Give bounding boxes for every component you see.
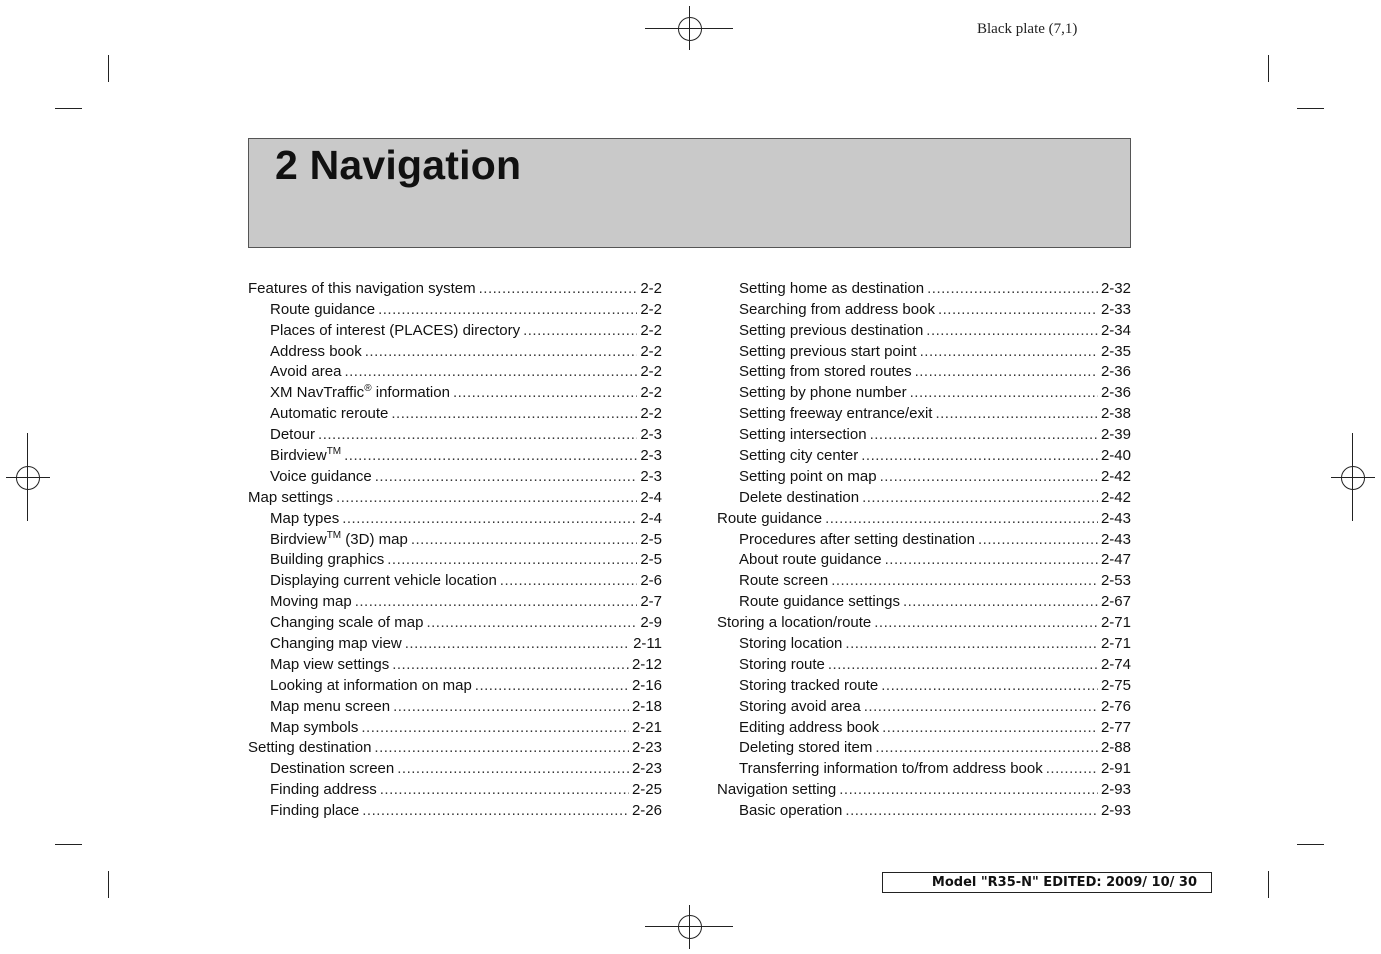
toc-page-number: 2-9	[640, 614, 662, 632]
toc-dot-leader	[380, 780, 629, 800]
toc-entry	[248, 612, 662, 633]
toc-entry	[717, 529, 1131, 550]
toc-entry-text: Building graphics	[270, 551, 385, 569]
toc-page-number: 2-42	[1100, 467, 1131, 485]
toc-entry-title	[739, 571, 828, 591]
toc-entry-text: Deleting stored item	[739, 739, 873, 757]
toc-entry-title	[248, 279, 476, 299]
toc-entry-title	[717, 780, 836, 800]
toc-page-number: 2-34	[1100, 321, 1131, 339]
toc-entry-title	[739, 801, 842, 821]
toc-page-number: 2-76	[1100, 697, 1131, 715]
toc-entry-text: Route screen	[739, 572, 829, 590]
toc-page-number: 2-33	[1100, 300, 1131, 318]
toc-entry-text: Setting destination	[248, 739, 372, 757]
toc-entry	[248, 529, 662, 550]
toc-entry-title	[270, 404, 388, 424]
toc-dot-leader	[397, 759, 629, 779]
toc-entry-text: Looking at information on map	[270, 676, 472, 694]
toc-entry-text: Editing address book	[739, 718, 880, 736]
toc-page-number: 2-42	[1100, 488, 1131, 506]
toc-entry-title	[270, 362, 341, 382]
toc-entry-text: Navigation setting	[717, 781, 837, 799]
toc-page-number: 2-5	[640, 530, 662, 548]
toc-page-number: 2-3	[640, 467, 662, 485]
toc-page-number: 2-2	[640, 300, 662, 318]
toc-entry-text: Procedures after setting destination	[739, 530, 975, 548]
toc-dot-leader	[862, 488, 1098, 508]
toc-entry-text: Setting by phone number	[739, 384, 907, 402]
toc-entry	[248, 403, 662, 424]
toc-entry-text: Route guidance settings	[739, 593, 900, 611]
toc-entry-title	[739, 676, 878, 696]
toc-page-number: 2-43	[1100, 530, 1131, 548]
toc-entry-title	[717, 613, 871, 633]
toc-entry-text: Setting city center	[739, 447, 859, 465]
toc-entry-title	[739, 425, 867, 445]
toc-page-number: 2-6	[640, 572, 662, 590]
toc-entry	[248, 779, 662, 800]
toc-entry	[717, 382, 1131, 403]
toc-entry	[248, 320, 662, 341]
toc-entry-title	[270, 780, 377, 800]
toc-entry-title	[739, 467, 877, 487]
toc-entry	[248, 717, 662, 738]
toc-dot-leader	[875, 738, 1098, 758]
toc-entry-title	[270, 425, 315, 445]
toc-entry-text: Setting freeway entrance/exit	[739, 405, 933, 423]
toc-page-number: 2-93	[1100, 781, 1131, 799]
toc-entry-text: Finding address	[270, 781, 377, 799]
toc-page-number: 2-2	[640, 405, 662, 423]
toc-entry-title	[270, 321, 520, 341]
toc-entry	[717, 591, 1131, 612]
toc-page-number: 2-53	[1100, 572, 1131, 590]
toc-page-number: 2-11	[633, 635, 662, 653]
toc-entry-title	[270, 655, 389, 675]
toc-dot-leader	[903, 592, 1098, 612]
toc-entry-title	[739, 362, 912, 382]
toc-dot-leader	[839, 780, 1098, 800]
toc-entry	[248, 738, 662, 759]
toc-entry-title	[739, 488, 859, 508]
toc-entry-title	[739, 300, 935, 320]
toc-dot-leader	[978, 530, 1098, 550]
toc-entry-title	[270, 509, 339, 529]
toc-entry-text: Address book	[270, 342, 362, 360]
toc-page-number: 2-4	[640, 509, 662, 527]
toc-entry-title	[739, 383, 907, 403]
toc-entry	[248, 487, 662, 508]
toc-entry	[248, 591, 662, 612]
toc-page-number: 2-39	[1100, 426, 1131, 444]
toc-entry-text: Searching from address book	[739, 300, 935, 318]
toc-entry-text: Setting from stored routes	[739, 363, 912, 381]
toc-entry-title	[739, 634, 842, 654]
toc-dot-leader	[392, 655, 629, 675]
toc-entry-text: Displaying current vehicle location	[270, 572, 497, 590]
toc-entry	[717, 487, 1131, 508]
toc-entry-text: Map symbols	[270, 718, 359, 736]
toc-entry-text: Moving map	[270, 593, 352, 611]
toc-entry-text: Route guidance	[717, 509, 823, 527]
toc-entry-text: Automatic reroute	[270, 405, 389, 423]
toc-entry-text-after: (3D) map	[341, 530, 408, 548]
toc-entry-title	[717, 509, 822, 529]
toc-dot-leader	[882, 718, 1098, 738]
toc-page-number: 2-74	[1100, 655, 1131, 673]
toc-entry	[717, 696, 1131, 717]
toc-page-number: 2-3	[640, 447, 662, 465]
toc-entry	[717, 341, 1131, 362]
toc-entry-title	[270, 801, 359, 821]
toc-entry	[717, 779, 1131, 800]
toc-entry	[248, 424, 662, 445]
toc-dot-leader	[426, 613, 637, 633]
toc-page-number: 2-71	[1100, 635, 1131, 653]
toc-entry-text-after: information	[371, 384, 450, 402]
toc-entry-text: Finding place	[270, 802, 360, 820]
toc-page-number: 2-40	[1100, 447, 1131, 465]
toc-entry	[717, 738, 1131, 759]
toc-entry-text: Transferring information to/from address book	[739, 760, 1043, 778]
toc-dot-leader	[845, 634, 1098, 654]
toc-page-number: 2-77	[1100, 718, 1131, 736]
toc-entry-text: Storing location	[739, 635, 843, 653]
toc-page-number: 2-71	[1100, 614, 1131, 632]
toc-entry-text: Basic operation	[739, 802, 843, 820]
toc-page-number: 2-23	[631, 739, 662, 757]
toc-entry-title	[739, 697, 861, 717]
toc-entry-title	[739, 592, 900, 612]
toc-dot-leader	[355, 592, 638, 612]
toc-entry-text: Birdview	[270, 447, 327, 465]
toc-dot-leader	[1046, 759, 1098, 779]
toc-dot-leader	[881, 676, 1098, 696]
toc-entry-title	[270, 592, 352, 612]
toc-entry-title	[270, 676, 472, 696]
toc-entry-text: Map menu screen	[270, 697, 391, 715]
toc-dot-leader	[870, 425, 1098, 445]
toc-dot-leader	[864, 697, 1098, 717]
toc-dot-leader	[500, 571, 638, 591]
toc-dot-leader	[344, 446, 637, 466]
toc-page-number: 2-36	[1100, 384, 1131, 402]
toc-entry-text: Delete destination	[739, 488, 860, 506]
toc-entry	[248, 466, 662, 487]
toc-entry-title	[248, 738, 371, 758]
toc-entry-title	[739, 404, 932, 424]
toc-entry-text: Storing avoid area	[739, 697, 861, 715]
toc-entry	[717, 424, 1131, 445]
toc-entry	[248, 696, 662, 717]
toc-entry-title	[270, 613, 423, 633]
toc-page-number: 2-16	[631, 676, 662, 694]
toc-entry	[717, 362, 1131, 383]
toc-entry	[248, 675, 662, 696]
toc-entry-title	[739, 738, 872, 758]
toc-entry	[248, 362, 662, 383]
toc-entry	[248, 758, 662, 779]
toc-page-number: 2-26	[631, 802, 662, 820]
toc-entry-text: About route guidance	[739, 551, 882, 569]
toc-page-number: 2-25	[631, 781, 662, 799]
toc-entry-title	[270, 530, 408, 550]
toc-entry-title	[270, 446, 341, 466]
toc-dot-leader	[411, 530, 637, 550]
toc-entry-title	[270, 467, 372, 487]
toc-entry	[248, 800, 662, 821]
toc-entry-text: Setting previous destination	[739, 321, 924, 339]
toc-page-number: 2-4	[640, 488, 662, 506]
toc-page-number: 2-88	[1100, 739, 1131, 757]
toc-page-number: 2-67	[1100, 593, 1131, 611]
toc-entry-title	[739, 718, 879, 738]
toc-entry-superscript: TM	[326, 446, 342, 458]
toc-dot-leader	[880, 467, 1098, 487]
toc-entry	[717, 758, 1131, 779]
toc-entry	[717, 278, 1131, 299]
toc-dot-leader	[938, 300, 1098, 320]
toc-dot-leader	[375, 467, 638, 487]
toc-entry	[717, 550, 1131, 571]
toc-page-number: 2-47	[1100, 551, 1131, 569]
toc-dot-leader	[920, 342, 1098, 362]
toc-dot-leader	[861, 446, 1098, 466]
toc-entry-title	[270, 571, 497, 591]
toc-entry-title	[270, 697, 390, 717]
toc-entry	[717, 654, 1131, 675]
toc-dot-leader	[387, 550, 637, 570]
toc-dot-leader	[405, 634, 630, 654]
toc-entry-title	[739, 759, 1043, 779]
toc-dot-leader	[318, 425, 637, 445]
toc-page-number: 2-35	[1100, 342, 1131, 360]
toc-entry-title	[739, 655, 825, 675]
toc-dot-leader	[361, 718, 629, 738]
toc-entry	[717, 508, 1131, 529]
toc-dot-leader	[915, 362, 1098, 382]
toc-dot-leader	[342, 509, 637, 529]
toc-entry	[248, 508, 662, 529]
toc-entry-title	[248, 488, 333, 508]
model-edited-footer: Model "R35-N" EDITED: 2009/ 10/ 30	[882, 872, 1212, 893]
toc-dot-leader	[523, 321, 637, 341]
toc-page-number: 2-7	[640, 593, 662, 611]
toc-entry	[717, 320, 1131, 341]
toc-page-number: 2-2	[640, 384, 662, 402]
toc-dot-leader	[365, 342, 638, 362]
toc-entry	[717, 570, 1131, 591]
toc-dot-leader	[393, 697, 629, 717]
toc-entry-text: Storing route	[739, 655, 825, 673]
toc-entry-text: Birdview	[270, 530, 327, 548]
toc-entry-text: Setting point on map	[739, 467, 877, 485]
toc-dot-leader	[935, 404, 1098, 424]
toc-entry-text: Storing tracked route	[739, 676, 879, 694]
toc-entry-title	[270, 342, 362, 362]
toc-dot-leader	[910, 383, 1098, 403]
toc-dot-leader	[874, 613, 1098, 633]
toc-entry-title	[739, 321, 923, 341]
toc-dot-leader	[336, 488, 637, 508]
toc-entry	[248, 299, 662, 320]
toc-entry-text: Places of interest (PLACES) directory	[270, 321, 521, 339]
toc-entry-superscript: TM	[326, 529, 342, 541]
toc-entry-text: Route guidance	[270, 300, 376, 318]
toc-entry-title	[739, 550, 882, 570]
toc-entry-text: Changing scale of map	[270, 614, 424, 632]
toc-entry-title	[270, 759, 394, 779]
toc-entry-text: Voice guidance	[270, 467, 372, 485]
toc-entry-text: Destination screen	[270, 760, 395, 778]
toc-dot-leader	[831, 571, 1098, 591]
toc-page-number: 2-5	[640, 551, 662, 569]
toc-page-number: 2-21	[631, 718, 662, 736]
toc-dot-leader	[927, 279, 1098, 299]
toc-entry-text: Setting previous start point	[739, 342, 917, 360]
toc-entry	[717, 800, 1131, 821]
toc-dot-leader	[391, 404, 637, 424]
toc-entry-title	[739, 530, 975, 550]
toc-entry	[717, 612, 1131, 633]
toc-entry-title	[270, 550, 384, 570]
toc-dot-leader	[362, 801, 629, 821]
toc-dot-leader	[479, 279, 638, 299]
toc-entry-text: Map view settings	[270, 655, 390, 673]
chapter-name: Navigation	[309, 142, 522, 188]
toc-column-right	[717, 278, 1131, 821]
toc-entry-title	[270, 383, 450, 403]
toc-dot-leader	[378, 300, 637, 320]
toc-entry-text: Setting home as destination	[739, 279, 925, 297]
toc-entry-text: Avoid area	[270, 363, 342, 381]
toc-dot-leader	[926, 321, 1098, 341]
toc-page-number: 2-12	[631, 655, 662, 673]
toc-entry-text: Setting intersection	[739, 426, 867, 444]
toc-entry-title	[739, 279, 924, 299]
toc-entry	[717, 675, 1131, 696]
toc-page-number: 2-75	[1100, 676, 1131, 694]
toc-entry-title	[739, 342, 917, 362]
toc-entry-title	[270, 300, 375, 320]
toc-page-number: 2-23	[631, 760, 662, 778]
toc-dot-leader	[374, 738, 629, 758]
toc-entry-title	[270, 634, 402, 654]
toc-page-number: 2-91	[1100, 760, 1131, 778]
toc-entry-text: Detour	[270, 426, 316, 444]
toc-page-number: 2-38	[1100, 405, 1131, 423]
toc-entry-text: XM NavTraffic	[270, 384, 365, 402]
toc-dot-leader	[828, 655, 1098, 675]
toc-entry-text: Features of this navigation system	[248, 279, 476, 297]
chapter-title	[275, 142, 521, 189]
toc-dot-leader	[885, 550, 1098, 570]
toc-entry	[717, 633, 1131, 654]
toc-entry-text: Map types	[270, 509, 340, 527]
toc-entry	[248, 633, 662, 654]
toc-dot-leader	[453, 383, 637, 403]
toc-entry	[717, 299, 1131, 320]
toc-entry	[248, 550, 662, 571]
toc-dot-leader	[845, 801, 1098, 821]
toc-entry-text: Map settings	[248, 488, 334, 506]
toc-dot-leader	[344, 362, 637, 382]
toc-entry	[248, 278, 662, 299]
toc-entry	[248, 445, 662, 466]
toc-entry-superscript: ®	[364, 383, 372, 395]
toc-dot-leader	[475, 676, 629, 696]
toc-page-number: 2-2	[640, 321, 662, 339]
toc-entry	[248, 654, 662, 675]
toc-column-left	[248, 278, 662, 821]
toc-entry-title	[739, 446, 858, 466]
toc-page-number: 2-32	[1100, 279, 1131, 297]
chapter-number: 2	[275, 142, 299, 188]
toc-page-number: 2-2	[640, 363, 662, 381]
toc-entry-text: Storing a location/route	[717, 614, 872, 632]
toc-page-number: 2-2	[640, 279, 662, 297]
toc-dot-leader	[825, 509, 1098, 529]
toc-entry-title	[270, 718, 358, 738]
toc-page-number: 2-43	[1100, 509, 1131, 527]
toc-entry	[248, 382, 662, 403]
toc-entry	[248, 341, 662, 362]
toc-page-number: 2-2	[640, 342, 662, 360]
plate-label: Black plate (7,1)	[977, 21, 1078, 37]
toc-entry	[717, 403, 1131, 424]
toc-entry-text: Changing map view	[270, 635, 402, 653]
toc-page-number: 2-18	[631, 697, 662, 715]
chapter-header	[248, 138, 1131, 248]
toc-entry	[717, 445, 1131, 466]
toc-entry	[717, 717, 1131, 738]
toc-page-number: 2-36	[1100, 363, 1131, 381]
toc-entry	[248, 570, 662, 591]
toc-entry	[717, 466, 1131, 487]
toc-page-number: 2-3	[640, 426, 662, 444]
toc-page-number: 2-93	[1100, 802, 1131, 820]
